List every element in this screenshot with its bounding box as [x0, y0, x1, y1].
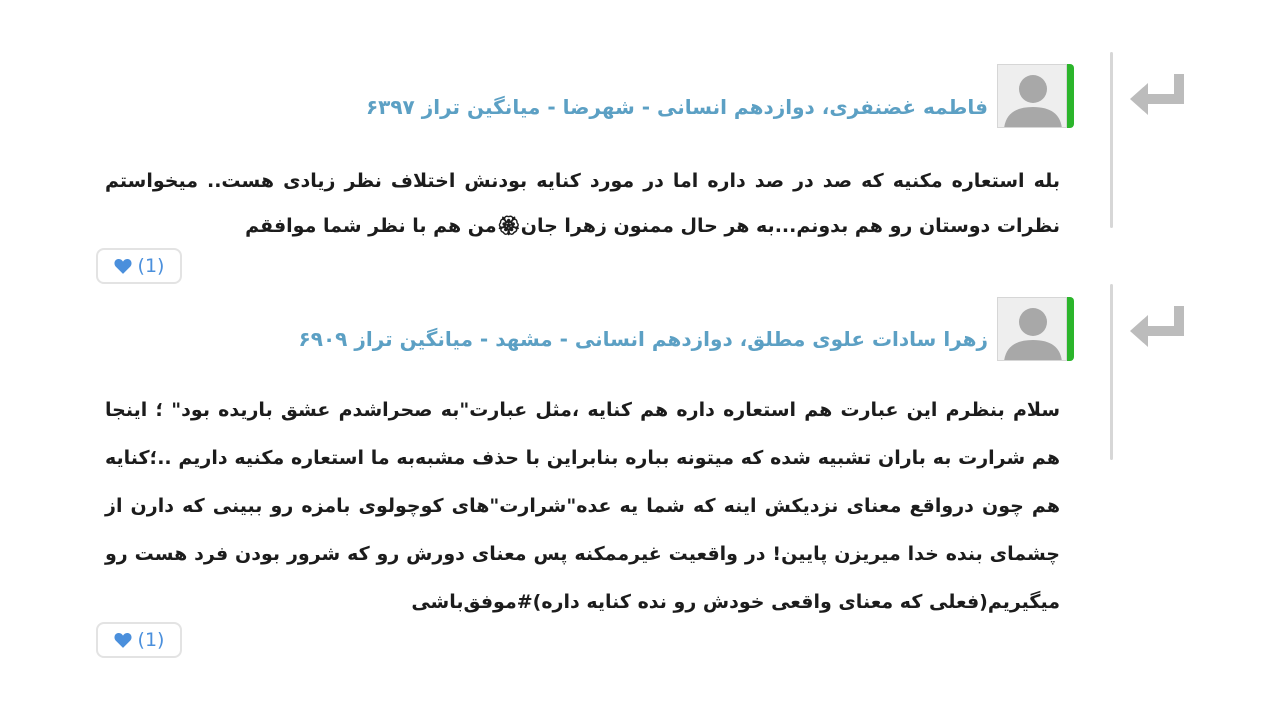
like-count: (1) — [137, 629, 165, 651]
comment-body: سلام بنظرم این عبارت هم استعاره داره هم کنایه ،مثل عبارت"به صحراشدم عشق باریده بود" ؛ اینجا هم شرارت به باران تشبیه شده که میتونه بباره بنابراین با حذف مشبه‌به ما استعاره مکنیه داریم ..؛کنایه هم چون درواقع معنای نزدیکش اینه که شما یه عده"شرارت"های کوچولوی بامزه رو ببینی که دارن از چشمای بنده خدا میریزن پایین! در واقعیت غیرممکنه پس معنای دورش رو که شرور بودن فرد هست رو میگیریم(فعلی که معنای واقعی خودش رو نده کنایه داره)#موفق‌باشی — [105, 399, 1060, 613]
comment-author[interactable]: زهرا سادات علوی مطلق، دوازدهم انسانی - مشهد - میانگین تراز ۶۹۰۹ — [298, 327, 988, 351]
like-button[interactable] — [96, 622, 182, 658]
reply-arrow-icon[interactable] — [1128, 304, 1186, 348]
heart-icon — [114, 632, 132, 648]
thread-line — [1110, 284, 1113, 460]
comment-author[interactable]: فاطمه غضنفری، دوازدهم انسانی - شهرضا - میانگین تراز ۶۳۹۷ — [365, 95, 988, 119]
online-indicator — [1067, 297, 1074, 361]
avatar[interactable] — [997, 297, 1075, 361]
avatar-icon — [997, 297, 1067, 361]
like-count: (1) — [137, 255, 165, 277]
comment-body: بله استعاره مکنیه که صد در صد داره اما در مورد کنایه بودنش اختلاف نظر زیادی هست.. میخواستم نظرات دوستان رو هم بدونم...به هر حال ممنون زهرا جان🏵من هم با نظر شما موافقم — [105, 170, 1060, 237]
